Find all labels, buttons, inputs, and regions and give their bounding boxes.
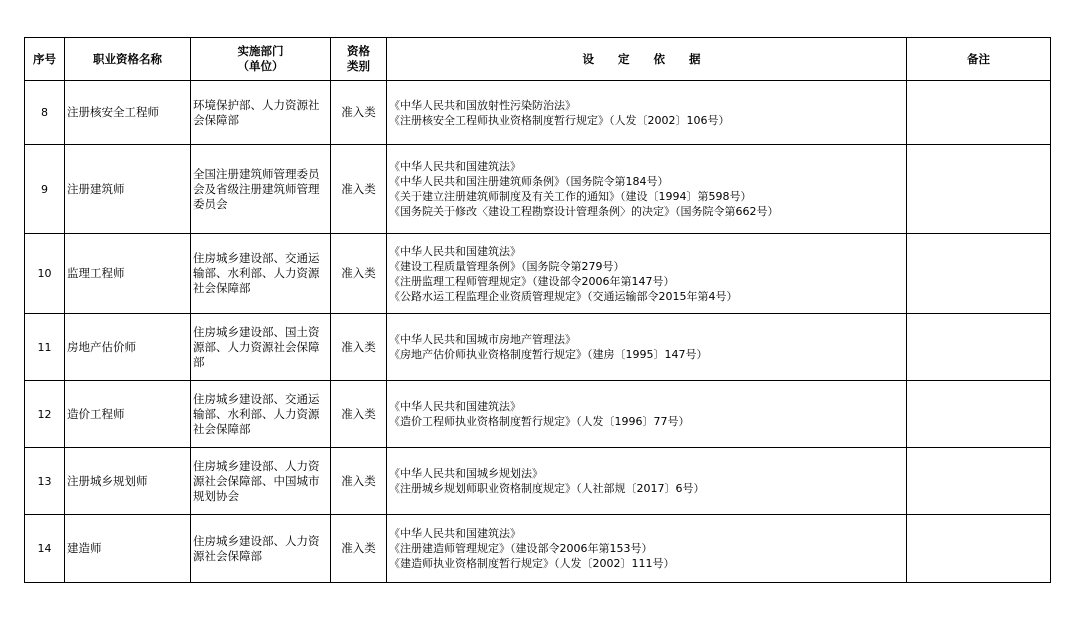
basis-line: 《中华人民共和国建筑法》 xyxy=(389,160,521,173)
cell-seq: 14 xyxy=(25,515,65,583)
cell-notes xyxy=(907,81,1051,145)
cell-basis xyxy=(387,145,907,234)
cell-name: 注册城乡规划师 xyxy=(65,448,191,515)
cell-basis xyxy=(387,234,907,314)
basis-line: 《中华人民共和国建筑法》 xyxy=(389,400,521,413)
cell-category: 准入类 xyxy=(331,381,387,448)
basis-line: 《中华人民共和国注册建筑师条例》（国务院令第184号） xyxy=(389,175,669,188)
cell-dept: 环境保护部、人力资源社会保障部 xyxy=(191,81,331,145)
basis-line: 《建造师执业资格制度暂行规定》（人发〔2002〕111号） xyxy=(389,557,675,570)
cell-category: 准入类 xyxy=(331,515,387,583)
cell-seq: 13 xyxy=(25,448,65,515)
basis-line: 《注册核安全工程师执业资格制度暂行规定》（人发〔2002〕106号） xyxy=(389,113,730,127)
basis-line: 《房地产估价师执业资格制度暂行规定》（建房〔1995〕147号） xyxy=(389,348,708,361)
table-row xyxy=(25,234,1051,314)
basis-line: 《造价工程师执业资格制度暂行规定》（人发〔1996〕77号） xyxy=(389,415,690,428)
basis-line: 《中华人民共和国建筑法》 xyxy=(389,527,521,540)
basis-line: 《注册监理工程师管理规定》（建设部令2006年第147号） xyxy=(389,274,675,288)
table-row xyxy=(25,448,1051,515)
cell-name: 注册建筑师 xyxy=(65,145,191,234)
cell-notes xyxy=(907,314,1051,381)
cell-dept: 住房城乡建设部、人力资源社会保障部 xyxy=(191,515,331,583)
cell-category: 准入类 xyxy=(331,145,387,234)
table-row xyxy=(25,381,1051,448)
cell-name: 建造师 xyxy=(65,515,191,583)
table-row xyxy=(25,145,1051,234)
header-category-line2: 类别 xyxy=(347,59,370,73)
basis-line: 《中华人民共和国建筑法》 xyxy=(389,244,521,258)
cell-notes xyxy=(907,145,1051,234)
cell-basis xyxy=(387,381,907,448)
cell-seq: 10 xyxy=(25,234,65,314)
cell-dept: 住房城乡建设部、国土资源部、人力资源社会保障部 xyxy=(191,314,331,381)
header-seq: 序号 xyxy=(25,38,65,81)
header-dept xyxy=(191,38,331,81)
cell-notes xyxy=(907,448,1051,515)
cell-category: 准入类 xyxy=(331,234,387,314)
cell-dept: 住房城乡建设部、人力资源社会保障部、中国城市规划协会 xyxy=(191,448,331,515)
basis-line: 《注册建造师管理规定》（建设部令2006年第153号） xyxy=(389,542,653,555)
cell-dept: 全国注册建筑师管理委员会及省级注册建筑师管理委员会 xyxy=(191,145,331,234)
cell-notes xyxy=(907,234,1051,314)
cell-seq: 8 xyxy=(25,81,65,145)
cell-name: 房地产估价师 xyxy=(65,314,191,381)
cell-seq: 12 xyxy=(25,381,65,448)
header-basis: 设 定 依 据 xyxy=(387,38,907,81)
table-row xyxy=(25,515,1051,583)
basis-line: 《中华人民共和国城乡规划法》 xyxy=(389,467,543,480)
cell-category: 准入类 xyxy=(331,448,387,515)
header-row xyxy=(25,38,1051,81)
cell-seq: 11 xyxy=(25,314,65,381)
basis-line: 《建设工程质量管理条例》（国务院令第279号） xyxy=(389,259,625,273)
header-category-line1: 资格 xyxy=(347,44,370,58)
cell-notes xyxy=(907,515,1051,583)
cell-name: 监理工程师 xyxy=(65,234,191,314)
cell-seq: 9 xyxy=(25,145,65,234)
cell-category: 准入类 xyxy=(331,81,387,145)
basis-line: 《关于建立注册建筑师制度及有关工作的通知》（建设〔1994〕第598号） xyxy=(389,190,752,203)
cell-name: 注册核安全工程师 xyxy=(65,81,191,145)
basis-line: 《国务院关于修改〈建设工程勘察设计管理条例〉的决定》（国务院令第662号） xyxy=(389,205,779,218)
cell-category: 准入类 xyxy=(331,314,387,381)
cell-basis xyxy=(387,314,907,381)
cell-basis xyxy=(387,515,907,583)
basis-line: 《注册城乡规划师职业资格制度规定》（人社部规〔2017〕6号） xyxy=(389,482,705,495)
header-name: 职业资格名称 xyxy=(65,38,191,81)
header-dept-line2: （单位） xyxy=(237,59,284,73)
header-category xyxy=(331,38,387,81)
basis-line: 《中华人民共和国放射性污染防治法》 xyxy=(389,98,576,112)
header-dept-line1: 实施部门 xyxy=(237,44,284,58)
basis-line: 《中华人民共和国城市房地产管理法》 xyxy=(389,333,576,346)
cell-basis xyxy=(387,448,907,515)
cell-notes xyxy=(907,381,1051,448)
table-row xyxy=(25,81,1051,145)
qualification-table xyxy=(24,37,1051,583)
table-row xyxy=(25,314,1051,381)
cell-name: 造价工程师 xyxy=(65,381,191,448)
header-notes: 备注 xyxy=(907,38,1051,81)
cell-dept: 住房城乡建设部、交通运输部、水利部、人力资源社会保障部 xyxy=(191,381,331,448)
cell-basis xyxy=(387,81,907,145)
basis-line: 《公路水运工程监理企业资质管理规定》（交通运输部令2015年第4号） xyxy=(389,289,738,303)
cell-dept: 住房城乡建设部、交通运输部、水利部、人力资源社会保障部 xyxy=(191,234,331,314)
